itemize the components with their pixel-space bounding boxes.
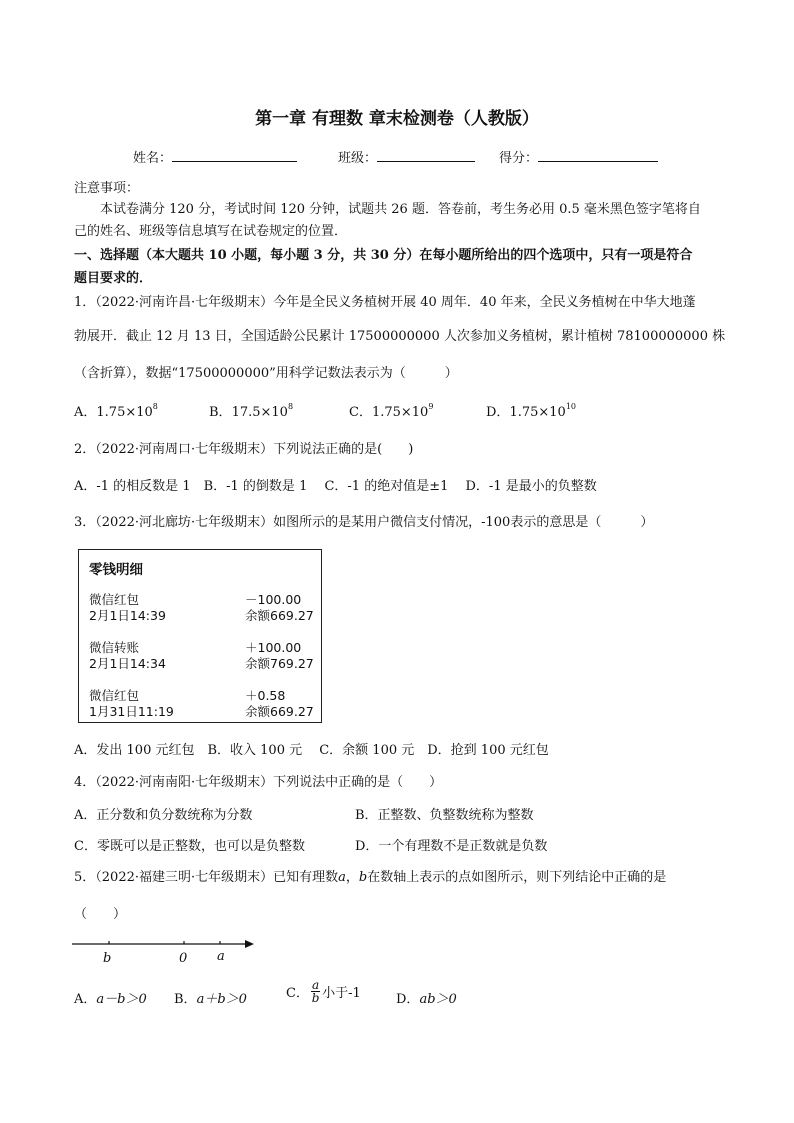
wechat-change-detail-card [78, 549, 322, 723]
option-letter: D． [486, 405, 510, 420]
transaction-amount: ＋100.00 [245, 640, 302, 655]
q2-stem: 2．（2022·河南周口·七年级期末）下列说法正确的是( ) [74, 442, 414, 457]
q5-answer-paren: （ ） [74, 907, 127, 922]
option-value: 1.75×10 [96, 405, 153, 420]
option-letter: B． [174, 992, 197, 1007]
q4-option-a[interactable]: A．正分数和负分数统称为分数 [74, 808, 253, 823]
variable-b: b [358, 870, 368, 885]
transaction-balance: 余额769.27 [245, 656, 314, 671]
transaction-time: 2月1日14:34 [89, 656, 166, 671]
option-letter: A． [74, 405, 97, 420]
section-1-heading: 一、选择题（本大题共 10 小题，每小题 3 分，共 30 分）在每小题所给出的四个选项中，只有一项是符合 [74, 248, 693, 263]
notes-line-2: 己的姓名、班级等信息填写在试卷规定的位置． [74, 224, 348, 239]
q1-option-b[interactable] [209, 401, 293, 420]
q5-stem-text-cont: 在数轴上表示的点如图所示，则下列结论中正确的是 [367, 870, 667, 885]
q4-option-b[interactable]: B．正整数、负整数统称为整数 [355, 808, 534, 823]
option-expression: ab＞0 [419, 992, 457, 1007]
option-letter: C． [286, 986, 309, 1001]
fraction-numerator: a [311, 978, 320, 992]
exponent: 8 [287, 401, 294, 411]
q5-option-b[interactable] [174, 988, 247, 1007]
class-label: 班级： [338, 151, 378, 166]
transaction-amount: －100.00 [245, 592, 302, 607]
separator: ， [345, 870, 359, 885]
q1-stem-line-1: 1．（2022·河南许昌·七年级期末）今年是全民义务植树开展 40 周年．40 年来，全民义务植树在中华大地蓬 [74, 295, 696, 310]
transaction-name: 微信转账 [89, 640, 140, 655]
score-blank[interactable] [538, 149, 658, 162]
exponent: 9 [428, 401, 434, 411]
notes-heading: 注意事项： [74, 181, 140, 196]
option-text: 小于-1 [322, 986, 361, 1001]
q4-stem: 4．（2022·河南南阳·七年级期末）下列说法中正确的是（ ） [74, 775, 443, 790]
q1-stem-line-2: 勃展开．截止 12 月 13 日，全国适龄公民累计 17500000000 人次参加义务植树，累计植树 78100000000 株 [74, 329, 726, 344]
q3-stem: 3．（2022·河北廊坊·七年级期末）如图所示的是某用户微信支付情况，-100表示的意思是（ ） [74, 515, 654, 530]
variable-a: a [338, 870, 346, 885]
option-value: 1.75×10 [509, 405, 566, 420]
score-label: 得分： [499, 151, 539, 166]
transaction-name: 微信红包 [89, 688, 140, 703]
section-1-heading-cont: 题目要求的． [74, 271, 153, 286]
transaction-time: 1月31日11:19 [89, 704, 174, 719]
q1-option-c[interactable] [349, 401, 433, 420]
option-letter: D． [396, 992, 420, 1007]
option-expression: a－b＞0 [96, 992, 147, 1007]
option-letter: B． [209, 405, 232, 420]
transaction-balance: 余额669.27 [245, 704, 314, 719]
option-letter: C． [349, 405, 372, 420]
option-value: 1.75×10 [371, 405, 429, 420]
card-title: 零钱明细 [89, 562, 143, 578]
q1-option-a[interactable] [74, 401, 158, 420]
name-blank[interactable] [172, 149, 297, 162]
q5-stem-text: 5．（2022·福建三明·七年级期末）已知有理数 [74, 870, 339, 885]
axis-label-b: b [103, 951, 112, 966]
class-field[interactable] [338, 147, 475, 166]
transaction-amount: ＋0.58 [245, 688, 286, 703]
axis-label-a: a [217, 949, 225, 964]
transaction-time: 2月1日14:39 [89, 608, 166, 623]
transaction-name: 微信红包 [89, 592, 140, 607]
fraction-a-over-b [311, 979, 320, 1004]
option-value: 17.5×10 [231, 405, 288, 420]
fraction-denominator: b [311, 991, 320, 1005]
axis-arrow-icon [245, 940, 254, 948]
number-line-figure [72, 936, 254, 976]
q4-option-d[interactable]: D．一个有理数不是正数就是负数 [355, 839, 548, 854]
q2-options[interactable]: A．-1 的相反数是 1 B．-1 的倒数是 1 C．-1 的绝对值是±1 D．-1 是最小的负整数 [74, 479, 597, 494]
q3-options[interactable]: A．发出 100 元红包 B．收入 100 元 C．余额 100 元 D．抢到 100 元红包 [74, 743, 549, 758]
exponent: 10 [565, 401, 577, 411]
q5-option-a[interactable] [74, 988, 147, 1007]
axis-label-zero: 0 [179, 951, 188, 966]
q4-option-c[interactable]: C．零既可以是正整数，也可以是负整数 [74, 839, 305, 854]
q5-stem [74, 866, 666, 885]
name-field[interactable] [133, 147, 297, 166]
class-blank[interactable] [377, 149, 475, 162]
q5-option-c[interactable] [286, 979, 361, 1004]
name-label: 姓名： [133, 151, 173, 166]
option-letter: A． [74, 992, 97, 1007]
q1-option-d[interactable] [486, 401, 576, 420]
notes-line-1: 本试卷满分 120 分，考试时间 120 分钟，试题共 26 题．答卷前，考生务必用 0.5 毫米黑色签字笔将自 [100, 202, 701, 217]
q1-stem-line-3: （含折算），数据“17500000000”用科学记数法表示为（ ） [74, 366, 458, 381]
q5-option-d[interactable] [396, 988, 457, 1007]
transaction-balance: 余额669.27 [245, 608, 314, 623]
score-field[interactable] [499, 147, 658, 166]
number-line [72, 936, 254, 976]
option-expression: a＋b＞0 [196, 992, 247, 1007]
document-title: 第一章 有理数 章末检测卷（人教版） [255, 109, 539, 129]
exponent: 8 [152, 401, 158, 411]
